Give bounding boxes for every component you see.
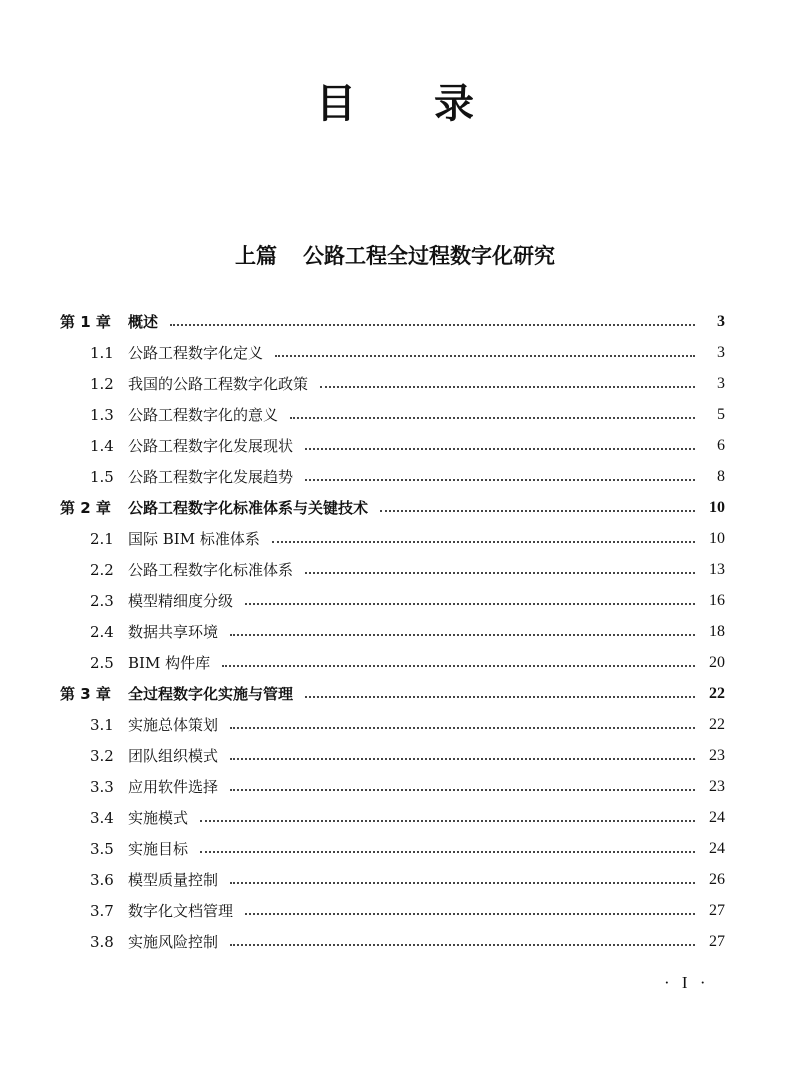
entry-title: 团队组织模式: [128, 747, 219, 765]
entry-title: 公路工程数字化标准体系: [128, 561, 294, 579]
toc-section-entry[interactable]: [60, 802, 725, 833]
table-of-contents: [60, 306, 725, 957]
part-title: 公路工程全过程数字化研究: [303, 244, 555, 268]
entry-number: 1.2: [90, 374, 114, 393]
part-heading: [0, 240, 790, 270]
toc-section-entry[interactable]: [60, 833, 725, 864]
entry-page: 24: [709, 839, 725, 857]
dot-leader: [272, 541, 695, 543]
dot-leader: [320, 386, 695, 388]
entry-page: 6: [717, 436, 725, 454]
toc-chapter-entry[interactable]: [60, 492, 725, 523]
entry-page: 10: [709, 529, 725, 547]
dot-leader: [230, 634, 695, 636]
entry-number: 3.1: [90, 715, 114, 734]
toc-section-entry[interactable]: [60, 864, 725, 895]
dot-leader: [230, 789, 695, 791]
toc-section-entry[interactable]: [60, 585, 725, 616]
entry-page: 3: [717, 343, 725, 361]
entry-page: 23: [709, 777, 725, 795]
entry-title: 公路工程数字化发展现状: [128, 437, 294, 455]
entry-page: 24: [709, 808, 725, 826]
dot-leader: [275, 355, 695, 357]
dot-leader: [380, 510, 695, 512]
toc-section-entry[interactable]: [60, 616, 725, 647]
toc-chapter-entry[interactable]: [60, 678, 725, 709]
entry-number: 1.5: [90, 467, 114, 486]
dot-leader: [305, 479, 695, 481]
entry-page: 3: [717, 374, 725, 392]
entry-title: 公路工程数字化标准体系与关键技术: [128, 499, 369, 517]
toc-section-entry[interactable]: [60, 337, 725, 368]
entry-number: 第 3 章: [60, 685, 111, 703]
entry-number: 3.7: [90, 901, 114, 920]
entry-title: 公路工程数字化的意义: [128, 406, 279, 424]
toc-chapter-entry[interactable]: [60, 306, 725, 337]
entry-title: 实施风险控制: [128, 933, 219, 951]
entry-page: 18: [709, 622, 725, 640]
entry-page: 3: [717, 312, 725, 330]
entry-number: 3.6: [90, 870, 114, 889]
entry-title: BIM 构件库: [128, 654, 211, 672]
entry-title: 全过程数字化实施与管理: [128, 685, 294, 703]
entry-title: 数据共享环境: [128, 623, 219, 641]
entry-number: 3.5: [90, 839, 114, 858]
entry-number: 2.4: [90, 622, 114, 641]
entry-page: 27: [709, 932, 725, 950]
dot-leader: [305, 696, 695, 698]
toc-section-entry[interactable]: [60, 647, 725, 678]
entry-page: 5: [717, 405, 725, 423]
entry-title: 公路工程数字化发展趋势: [128, 468, 294, 486]
dot-leader: [245, 603, 695, 605]
dot-leader: [230, 944, 695, 946]
entry-title: 国际 BIM 标准体系: [128, 530, 260, 548]
dot-leader: [290, 417, 695, 419]
entry-title: 模型质量控制: [128, 871, 219, 889]
part-label: 上篇: [235, 244, 277, 268]
toc-section-entry[interactable]: [60, 368, 725, 399]
entry-title: 应用软件选择: [128, 778, 219, 796]
toc-section-entry[interactable]: [60, 771, 725, 802]
entry-title: 实施总体策划: [128, 716, 219, 734]
dot-leader: [305, 448, 695, 450]
toc-section-entry[interactable]: [60, 740, 725, 771]
toc-section-entry[interactable]: [60, 399, 725, 430]
entry-number: 1.1: [90, 343, 114, 362]
entry-title: 实施目标: [128, 840, 189, 858]
entry-title: 我国的公路工程数字化政策: [128, 375, 309, 393]
toc-section-entry[interactable]: [60, 430, 725, 461]
entry-number: 3.2: [90, 746, 114, 765]
entry-page: 16: [709, 591, 725, 609]
entry-page: 13: [709, 560, 725, 578]
entry-number: 第 2 章: [60, 499, 111, 517]
title-char: 目: [316, 80, 434, 127]
toc-section-entry[interactable]: [60, 895, 725, 926]
entry-number: 2.1: [90, 529, 114, 548]
entry-number: 3.4: [90, 808, 114, 827]
entry-title: 数字化文档管理: [128, 902, 234, 920]
dot-leader: [245, 913, 695, 915]
toc-section-entry[interactable]: [60, 523, 725, 554]
dot-leader: [200, 820, 695, 822]
dot-leader: [170, 324, 695, 326]
entry-title: 模型精细度分级: [128, 592, 234, 610]
entry-title: 公路工程数字化定义: [128, 344, 264, 362]
toc-section-entry[interactable]: [60, 926, 725, 957]
entry-page: 23: [709, 746, 725, 764]
entry-number: 2.5: [90, 653, 114, 672]
dot-leader: [200, 851, 695, 853]
title-char: 录: [434, 80, 552, 127]
entry-number: 第 1 章: [60, 313, 111, 331]
toc-section-entry[interactable]: [60, 709, 725, 740]
entry-page: 22: [709, 684, 725, 702]
toc-section-entry[interactable]: [60, 554, 725, 585]
entry-number: 3.8: [90, 932, 114, 951]
dot-leader: [230, 758, 695, 760]
dot-leader: [305, 572, 695, 574]
page-number: · I ·: [664, 973, 710, 992]
dot-leader: [230, 882, 695, 884]
entry-page: 8: [717, 467, 725, 485]
entry-number: 1.4: [90, 436, 114, 455]
toc-section-entry[interactable]: [60, 461, 725, 492]
entry-number: 1.3: [90, 405, 114, 424]
dot-leader: [222, 665, 695, 667]
dot-leader: [230, 727, 695, 729]
entry-page: 22: [709, 715, 725, 733]
entry-number: 2.3: [90, 591, 114, 610]
entry-number: 3.3: [90, 777, 114, 796]
entry-number: 2.2: [90, 560, 114, 579]
entry-page: 10: [709, 498, 725, 516]
entry-title: 概述: [128, 313, 159, 331]
entry-page: 20: [709, 653, 725, 671]
page-title: [0, 72, 790, 129]
entry-page: 27: [709, 901, 725, 919]
entry-page: 26: [709, 870, 725, 888]
entry-title: 实施模式: [128, 809, 189, 827]
